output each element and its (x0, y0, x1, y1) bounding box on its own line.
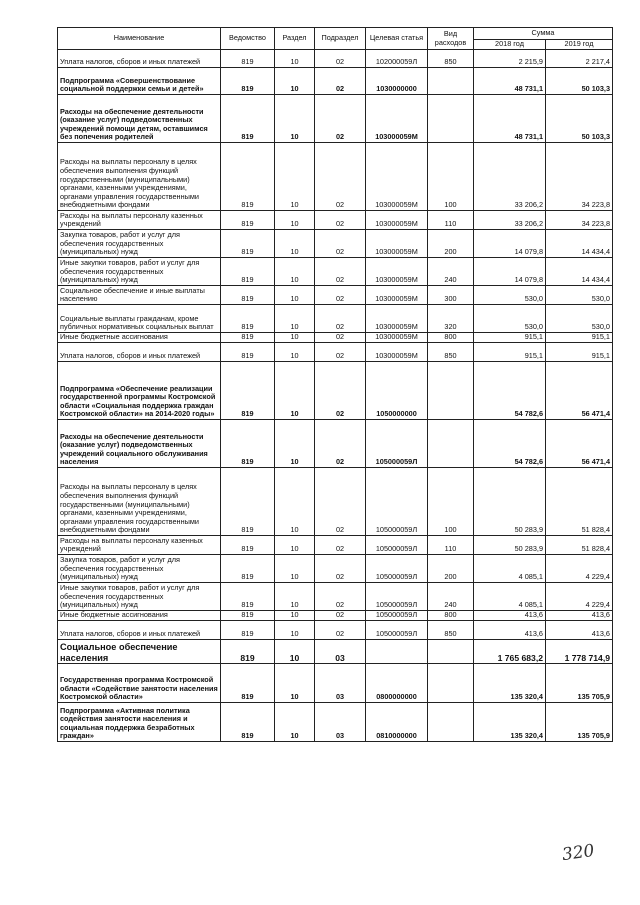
cell-target: 105000059Л (366, 611, 428, 621)
cell-sum-2019: 56 471,4 (546, 420, 613, 468)
header-summa: Сумма (474, 28, 613, 40)
cell-razdel: 10 (275, 333, 315, 343)
cell-name: Закупка товаров, работ и услуг для обеспечения государственных (муниципальных) нужд (58, 555, 221, 583)
header-target: Целевая статья (366, 28, 428, 50)
cell-vid: 850 (428, 50, 474, 68)
table-row (58, 50, 613, 68)
cell-sum-2019: 14 434,4 (546, 230, 613, 258)
cell-razdel: 10 (275, 555, 315, 583)
cell-vedomstvo: 819 (221, 664, 275, 703)
cell-vedomstvo: 819 (221, 703, 275, 742)
cell-vedomstvo: 819 (221, 468, 275, 536)
cell-podrazdel: 03 (315, 703, 366, 742)
cell-razdel: 10 (275, 703, 315, 742)
cell-vid: 110 (428, 536, 474, 555)
cell-name: Социальное обеспечение и иные выплаты населению (58, 286, 221, 305)
cell-target: 105000059Л (366, 555, 428, 583)
cell-podrazdel: 02 (315, 555, 366, 583)
cell-target: 1050000000 (366, 362, 428, 420)
cell-razdel: 10 (275, 343, 315, 362)
cell-target: 105000059Л (366, 536, 428, 555)
cell-sum-2019: 413,6 (546, 611, 613, 621)
cell-podrazdel: 02 (315, 621, 366, 640)
cell-razdel: 10 (275, 468, 315, 536)
cell-podrazdel: 02 (315, 50, 366, 68)
cell-vid: 850 (428, 621, 474, 640)
cell-podrazdel: 02 (315, 95, 366, 143)
table-row (58, 143, 613, 211)
cell-name: Уплата налогов, сборов и иных платежей (58, 621, 221, 640)
cell-name: Расходы на выплаты персоналу в целях обеспечения выполнения функций государственными (муниципальными) органами, казенными учреждениями, органами управления государственными внебюджетными фондами (58, 143, 221, 211)
cell-razdel: 10 (275, 611, 315, 621)
cell-name: Уплата налогов, сборов и иных платежей (58, 50, 221, 68)
header-razdel: Раздел (275, 28, 315, 50)
cell-vedomstvo: 819 (221, 230, 275, 258)
cell-sum-2018: 4 085,1 (474, 583, 546, 611)
cell-vedomstvo: 819 (221, 286, 275, 305)
cell-razdel: 10 (275, 258, 315, 286)
cell-sum-2019: 4 229,4 (546, 583, 613, 611)
cell-sum-2018: 54 782,6 (474, 420, 546, 468)
cell-name: Социальные выплаты гражданам, кроме публичных нормативных социальных выплат (58, 305, 221, 333)
table-row (58, 286, 613, 305)
cell-sum-2018: 48 731,1 (474, 95, 546, 143)
cell-vid: 100 (428, 468, 474, 536)
cell-sum-2018: 14 079,8 (474, 230, 546, 258)
header-2018: 2018 год (474, 40, 546, 50)
header-2019: 2019 год (546, 40, 613, 50)
cell-target: 103000059М (366, 286, 428, 305)
cell-name: Закупка товаров, работ и услуг для обеспечения государственных (муниципальных) нужд (58, 230, 221, 258)
cell-razdel: 10 (275, 583, 315, 611)
cell-target: 1030000000 (366, 68, 428, 95)
cell-vedomstvo: 819 (221, 333, 275, 343)
cell-sum-2019: 34 223,8 (546, 143, 613, 211)
cell-target: 103000059М (366, 258, 428, 286)
cell-target: 105000059Л (366, 420, 428, 468)
cell-sum-2018: 135 320,4 (474, 664, 546, 703)
cell-vedomstvo: 819 (221, 143, 275, 211)
cell-name: Расходы на обеспечение деятельности (оказание услуг) подведомственных учреждений помощи детям, оставшимся без попечения родителей (58, 95, 221, 143)
cell-razdel: 10 (275, 536, 315, 555)
cell-vid: 850 (428, 343, 474, 362)
cell-sum-2019: 135 705,9 (546, 664, 613, 703)
cell-sum-2019: 50 103,3 (546, 95, 613, 143)
cell-podrazdel: 02 (315, 333, 366, 343)
cell-target (366, 640, 428, 664)
cell-podrazdel: 02 (315, 536, 366, 555)
cell-sum-2019: 413,6 (546, 621, 613, 640)
table-row (58, 333, 613, 343)
cell-vedomstvo: 819 (221, 621, 275, 640)
cell-sum-2019: 51 828,4 (546, 536, 613, 555)
cell-sum-2018: 50 283,9 (474, 468, 546, 536)
table-row (58, 343, 613, 362)
table-row (58, 68, 613, 95)
cell-vid (428, 664, 474, 703)
cell-name: Иные бюджетные ассигнования (58, 611, 221, 621)
cell-sum-2018: 50 283,9 (474, 536, 546, 555)
document-page (57, 27, 612, 742)
cell-vid (428, 703, 474, 742)
cell-vid: 240 (428, 583, 474, 611)
cell-sum-2018: 413,6 (474, 611, 546, 621)
cell-razdel: 10 (275, 230, 315, 258)
cell-podrazdel: 02 (315, 305, 366, 333)
cell-vedomstvo: 819 (221, 211, 275, 230)
table-row (58, 420, 613, 468)
cell-target: 102000059Л (366, 50, 428, 68)
cell-name: Иные закупки товаров, работ и услуг для обеспечения государственных (муниципальных) нужд (58, 258, 221, 286)
cell-sum-2019: 1 778 714,9 (546, 640, 613, 664)
cell-target: 103000059М (366, 95, 428, 143)
cell-name: Уплата налогов, сборов и иных платежей (58, 343, 221, 362)
cell-razdel: 10 (275, 50, 315, 68)
table-row (58, 703, 613, 742)
cell-vedomstvo: 819 (221, 95, 275, 143)
cell-razdel: 10 (275, 68, 315, 95)
cell-razdel: 10 (275, 420, 315, 468)
cell-vedomstvo: 819 (221, 362, 275, 420)
cell-podrazdel: 02 (315, 362, 366, 420)
table-row (58, 583, 613, 611)
table-row (58, 621, 613, 640)
cell-name: Подпрограмма «Совершенствование социальной поддержки семьи и детей» (58, 68, 221, 95)
table-row (58, 305, 613, 333)
cell-podrazdel: 02 (315, 286, 366, 305)
cell-podrazdel: 02 (315, 258, 366, 286)
cell-podrazdel: 02 (315, 468, 366, 536)
cell-podrazdel: 02 (315, 343, 366, 362)
cell-vid: 300 (428, 286, 474, 305)
cell-razdel: 10 (275, 286, 315, 305)
table-row (58, 640, 613, 664)
cell-name: Социальное обеспечение населения (58, 640, 221, 664)
cell-name: Подпрограмма «Активная политика содействия занятости населения и социальная поддержка безработных граждан» (58, 703, 221, 742)
cell-sum-2018: 4 085,1 (474, 555, 546, 583)
cell-target: 103000059М (366, 305, 428, 333)
cell-vid: 100 (428, 143, 474, 211)
cell-sum-2019: 51 828,4 (546, 468, 613, 536)
cell-target: 105000059Л (366, 468, 428, 536)
table-row (58, 536, 613, 555)
cell-name: Расходы на выплаты персоналу казенных учреждений (58, 536, 221, 555)
table-row (58, 95, 613, 143)
header-podrazdel: Подраздел (315, 28, 366, 50)
cell-name: Иные бюджетные ассигнования (58, 333, 221, 343)
cell-name: Государственная программа Костромской области «Содействие занятости населения Костромской области» (58, 664, 221, 703)
cell-podrazdel: 02 (315, 211, 366, 230)
cell-vedomstvo: 819 (221, 343, 275, 362)
cell-podrazdel: 02 (315, 230, 366, 258)
cell-sum-2019: 915,1 (546, 333, 613, 343)
header-name: Наименование (58, 28, 221, 50)
cell-vid: 800 (428, 611, 474, 621)
table-row (58, 468, 613, 536)
cell-razdel: 10 (275, 211, 315, 230)
cell-razdel: 10 (275, 362, 315, 420)
cell-vedomstvo: 819 (221, 50, 275, 68)
cell-vid: 110 (428, 211, 474, 230)
cell-vid (428, 95, 474, 143)
table-body (58, 50, 613, 742)
cell-podrazdel: 03 (315, 640, 366, 664)
cell-razdel: 10 (275, 640, 315, 664)
cell-target: 103000059М (366, 230, 428, 258)
cell-podrazdel: 02 (315, 611, 366, 621)
table-row (58, 555, 613, 583)
cell-vid: 240 (428, 258, 474, 286)
cell-podrazdel: 02 (315, 68, 366, 95)
table-row (58, 211, 613, 230)
cell-target: 103000059М (366, 211, 428, 230)
cell-sum-2018: 48 731,1 (474, 68, 546, 95)
cell-sum-2018: 413,6 (474, 621, 546, 640)
table-row (58, 230, 613, 258)
cell-target: 0800000000 (366, 664, 428, 703)
cell-sum-2019: 34 223,8 (546, 211, 613, 230)
table-row (58, 611, 613, 621)
cell-vedomstvo: 819 (221, 68, 275, 95)
cell-vid (428, 420, 474, 468)
cell-sum-2018: 530,0 (474, 305, 546, 333)
cell-sum-2018: 14 079,8 (474, 258, 546, 286)
cell-vid (428, 640, 474, 664)
cell-sum-2019: 2 217,4 (546, 50, 613, 68)
cell-sum-2018: 1 765 683,2 (474, 640, 546, 664)
cell-vedomstvo: 819 (221, 611, 275, 621)
cell-sum-2018: 530,0 (474, 286, 546, 305)
cell-sum-2018: 33 206,2 (474, 211, 546, 230)
cell-vedomstvo: 819 (221, 555, 275, 583)
cell-vedomstvo: 819 (221, 640, 275, 664)
cell-name: Подпрограмма «Обеспечение реализации государственной программы Костромской области «Социальная поддержка граждан Костромской области» на 2014-2020 годы» (58, 362, 221, 420)
cell-sum-2018: 2 215,9 (474, 50, 546, 68)
cell-sum-2019: 530,0 (546, 305, 613, 333)
cell-vid: 800 (428, 333, 474, 343)
cell-target: 103000059М (366, 333, 428, 343)
cell-podrazdel: 02 (315, 420, 366, 468)
table-row (58, 362, 613, 420)
cell-razdel: 10 (275, 143, 315, 211)
cell-sum-2018: 135 320,4 (474, 703, 546, 742)
cell-podrazdel: 02 (315, 143, 366, 211)
cell-vedomstvo: 819 (221, 583, 275, 611)
cell-razdel: 10 (275, 621, 315, 640)
cell-podrazdel: 02 (315, 583, 366, 611)
cell-target: 105000059Л (366, 621, 428, 640)
cell-sum-2019: 530,0 (546, 286, 613, 305)
cell-sum-2018: 915,1 (474, 333, 546, 343)
cell-vid: 200 (428, 555, 474, 583)
cell-vedomstvo: 819 (221, 420, 275, 468)
cell-podrazdel: 03 (315, 664, 366, 703)
cell-sum-2019: 56 471,4 (546, 362, 613, 420)
cell-vid: 200 (428, 230, 474, 258)
cell-target: 103000059М (366, 343, 428, 362)
cell-sum-2019: 135 705,9 (546, 703, 613, 742)
cell-name: Расходы на выплаты персоналу в целях обеспечения выполнения функций государственными (муниципальными) органами, казенными учреждениями, органами управления государственными внебюджетными фондами (58, 468, 221, 536)
cell-target: 0810000000 (366, 703, 428, 742)
cell-sum-2019: 915,1 (546, 343, 613, 362)
header-vid: Вид расходов (428, 28, 474, 50)
header-vedomstvo: Ведомство (221, 28, 275, 50)
cell-vid (428, 362, 474, 420)
cell-sum-2019: 4 229,4 (546, 555, 613, 583)
table-row (58, 258, 613, 286)
cell-vedomstvo: 819 (221, 536, 275, 555)
cell-sum-2018: 33 206,2 (474, 143, 546, 211)
cell-vedomstvo: 819 (221, 258, 275, 286)
cell-target: 105000059Л (366, 583, 428, 611)
cell-razdel: 10 (275, 95, 315, 143)
budget-table (57, 27, 613, 742)
cell-name: Иные закупки товаров, работ и услуг для обеспечения государственных (муниципальных) нужд (58, 583, 221, 611)
cell-vedomstvo: 819 (221, 305, 275, 333)
cell-name: Расходы на выплаты персоналу казенных учреждений (58, 211, 221, 230)
cell-vid: 320 (428, 305, 474, 333)
cell-sum-2018: 915,1 (474, 343, 546, 362)
cell-sum-2019: 50 103,3 (546, 68, 613, 95)
cell-vid (428, 68, 474, 95)
table-row (58, 664, 613, 703)
cell-razdel: 10 (275, 305, 315, 333)
cell-sum-2019: 14 434,4 (546, 258, 613, 286)
cell-razdel: 10 (275, 664, 315, 703)
cell-name: Расходы на обеспечение деятельности (оказание услуг) подведомственных учреждений социального обслуживания населения (58, 420, 221, 468)
cell-sum-2018: 54 782,6 (474, 362, 546, 420)
cell-target: 103000059М (366, 143, 428, 211)
page-number: 320 (560, 840, 596, 866)
